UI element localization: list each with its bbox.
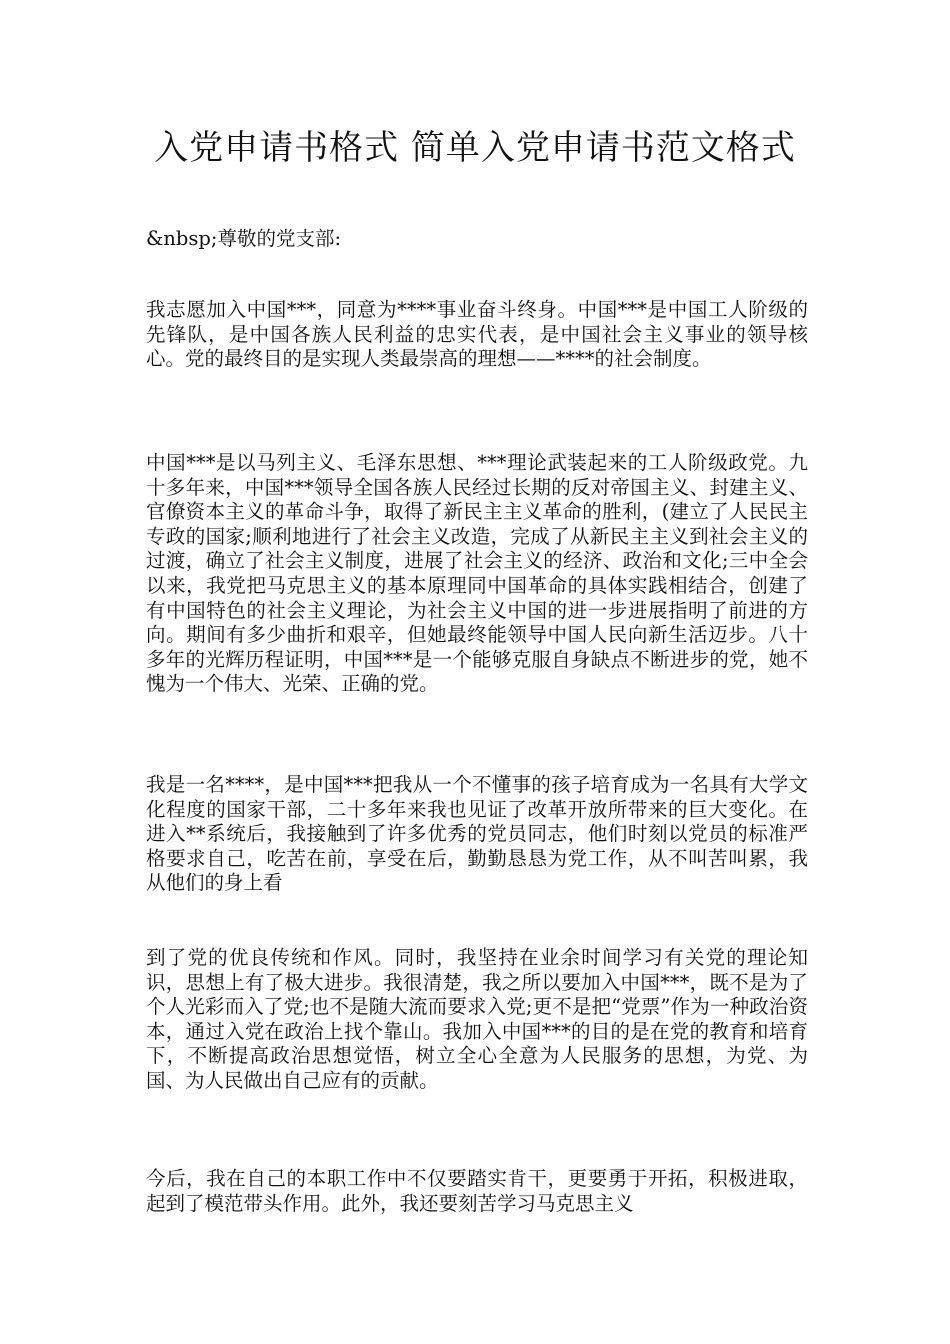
page-title: 入党申请书格式 简单入党申请书范文格式 (154, 128, 796, 168)
paragraph-2: 中国***是以马列主义、毛泽东思想、***理论武装起来的工人阶级政党。九十多年来，中国***领导全国各族人民经过长期的反对帝国主义、封建主义、官僚资本主义的革命斗争，取得了新民主主义革命的胜利，(建立了人民民主专政的国家;顺利地进行了社会主义改造，完成了从新民主主义到社会主义的过渡，确立了社会主义制度，进展了社会主义的经济、政治和文化;三中全会以来，我党把马克思主义的基本原理同中国革命的具体实践相结合，创建了有中国特色的社会主义理论，为社会主义中国的进一步进展指明了前进的方向。期间有多少曲折和艰辛，但她最终能领导中国人民向新生活迈步。八十多年的光辉历程证明，中国***是一个能够克服自身缺点不断进步的党，她不愧为一个伟大、光荣、正确的党。 (146, 451, 808, 696)
paragraph-1: 我志愿加入中国***，同意为****事业奋斗终身。中国***是中国工人阶级的先锋队，是中国各族人民利益的忠实代表，是中国社会主义事业的领导核心。党的最终目的是实现人类最崇高的理想——****的社会制度。 (146, 298, 808, 371)
paragraph-4: 到了党的优良传统和作风。同时，我坚持在业余时间学习有关党的理论知识，思想上有了极大进步。我很清楚，我之所以要加入中国***，既不是为了个人光彩而入了党;也不是随大流而要求入党;更不是把“党票”作为一种政治资本，通过入党在政治上找个靠山。我加入中国***的目的是在党的教育和培育下，不断提高政治思想觉悟，树立全心全意为人民服务的思想，为党、为国、为人民做出自己应有的贡献。 (146, 946, 808, 1092)
salutation: &nbsp;尊敬的党支部: (146, 227, 342, 250)
paragraph-5: 今后，我在自己的本职工作中不仅要踏实肯干，更要勇于开拓，积极进取，起到了模范带头作用。此外，我还要刻苦学习马克思主义 (146, 1167, 808, 1215)
paragraph-3: 我是一名****，是中国***把我从一个不懂事的孩子培育成为一名具有大学文化程度的国家干部，二十多年来我也见证了改革开放所带来的巨大变化。在进入**系统后，我接触到了许多优秀的党员同志，他们时刻以党员的标准严格要求自己，吃苦在前，享受在后，勤勤恳恳为党工作，从不叫苦叫累，我从他们的身上看 (146, 773, 808, 895)
